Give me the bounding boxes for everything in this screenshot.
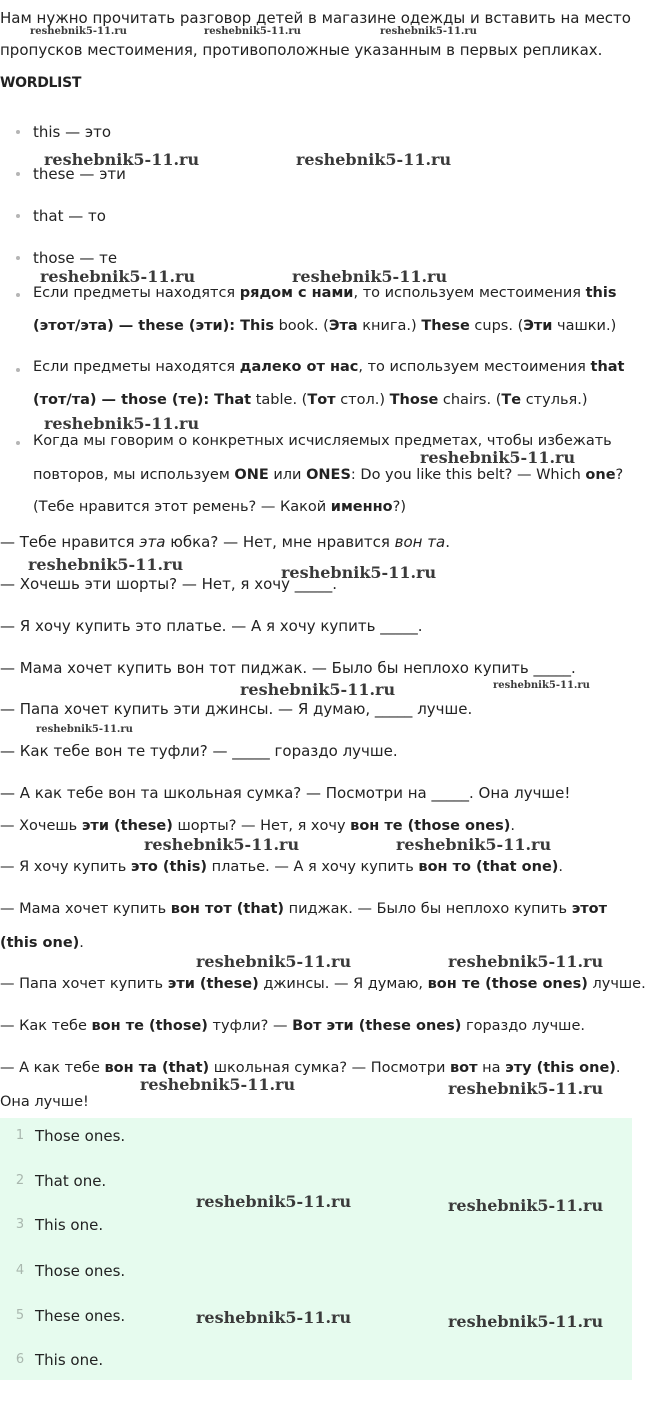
answer-number: 1: [15, 1128, 25, 1143]
watermark: reshebnik5-11.ru: [30, 26, 127, 37]
watermark: reshebnik5-11.ru: [420, 448, 576, 467]
watermark: reshebnik5-11.ru: [448, 1079, 604, 1098]
rule-near-line-1: Если предметы находятся рядом с нами, то используем местоимения this: [33, 285, 617, 301]
filled-line: — Как тебе вон те (those) туфли? — Вот эти (these ones) гораздо лучше.: [0, 1018, 585, 1034]
watermark: reshebnik5-11.ru: [296, 150, 452, 169]
bullet-icon: [16, 130, 20, 134]
filled-line: — Хочешь эти (these) шорты? — Нет, я хочу вон те (those ones).: [0, 818, 515, 834]
watermark: reshebnik5-11.ru: [448, 952, 604, 971]
answer-box: [0, 1118, 632, 1380]
bullet-icon: [16, 368, 20, 372]
dialogue-example: — Тебе нравится эта юбка? — Нет, мне нравится вон та.: [0, 533, 450, 551]
answer-text: That one.: [35, 1172, 107, 1190]
wordlist-heading: WORDLIST: [0, 75, 82, 91]
answer-text: This one.: [35, 1216, 104, 1234]
rule-near-line-2: (этот/эта) — these (эти): This book. (Эта книга.) These cups. (Эти чашки.): [33, 318, 617, 334]
task-line: — Папа хочет купить эти джинсы. — Я думаю, _____ лучше.: [0, 700, 473, 718]
filled-line: — Я хочу купить это (this) платье. — А я хочу купить вон то (that one).: [0, 859, 564, 875]
answer-number: 4: [15, 1263, 25, 1278]
filled-line: Она лучше!: [0, 1094, 89, 1110]
intro-line-1: Нам нужно прочитать разговор детей в магазине одежды и вставить на место: [0, 9, 631, 27]
wordlist-item: those — те: [33, 249, 118, 267]
answer-text: This one.: [35, 1351, 104, 1369]
rule-one-line-1: Когда мы говорим о конкретных исчисляемых предметах, чтобы избежать: [33, 433, 612, 449]
bullet-icon: [16, 256, 20, 260]
filled-line: — А как тебе вон та (that) школьная сумка? — Посмотри вот на эту (this one).: [0, 1060, 621, 1076]
filled-line: — Мама хочет купить вон тот (that) пиджак. — Было бы неплохо купить этот: [0, 901, 608, 917]
answer-text: These ones.: [35, 1307, 126, 1325]
watermark: reshebnik5-11.ru: [204, 26, 301, 37]
watermark: reshebnik5-11.ru: [448, 1312, 604, 1331]
answer-text: Those ones.: [35, 1262, 126, 1280]
watermark: reshebnik5-11.ru: [144, 835, 300, 854]
rule-one-line-3: (Тебе нравится этот ремень? — Какой именно?): [33, 499, 407, 515]
watermark: reshebnik5-11.ru: [36, 724, 133, 735]
answer-text: Those ones.: [35, 1127, 126, 1145]
watermark: reshebnik5-11.ru: [493, 680, 590, 691]
watermark: reshebnik5-11.ru: [396, 835, 552, 854]
watermark: reshebnik5-11.ru: [196, 1308, 352, 1327]
rule-one-line-2: повторов, мы используем ONE или ONES: Do you like this belt? — Which one?: [33, 467, 624, 483]
filled-line: — Папа хочет купить эти (these) джинсы. — Я думаю, вон те (those ones) лучше.: [0, 976, 646, 992]
filled-line: (this one).: [0, 935, 84, 951]
task-line: — Как тебе вон те туфли? — _____ гораздо лучше.: [0, 742, 398, 760]
watermark: reshebnik5-11.ru: [380, 26, 477, 37]
task-line: — Я хочу купить это платье. — А я хочу купить _____.: [0, 617, 423, 635]
answer-number: 3: [15, 1217, 25, 1232]
rule-far-line-1: Если предметы находятся далеко от нас, то используем местоимения that: [33, 359, 625, 375]
watermark: reshebnik5-11.ru: [292, 267, 448, 286]
answer-number: 5: [15, 1308, 25, 1323]
watermark: reshebnik5-11.ru: [140, 1075, 296, 1094]
wordlist-item: these — эти: [33, 165, 126, 183]
watermark: reshebnik5-11.ru: [281, 563, 437, 582]
task-line: — Хочешь эти шорты? — Нет, я хочу _____.: [0, 575, 338, 593]
bullet-icon: [16, 293, 20, 297]
rule-far-line-2: (тот/та) — those (те): That table. (Тот стол.) Those chairs. (Те стулья.): [33, 392, 588, 408]
task-line: — А как тебе вон та школьная сумка? — Посмотри на _____. Она лучше!: [0, 784, 571, 802]
watermark: reshebnik5-11.ru: [28, 555, 184, 574]
answer-number: 2: [15, 1173, 25, 1188]
watermark: reshebnik5-11.ru: [44, 414, 200, 433]
watermark: reshebnik5-11.ru: [44, 150, 200, 169]
watermark: reshebnik5-11.ru: [448, 1196, 604, 1215]
bullet-icon: [16, 214, 20, 218]
bullet-icon: [16, 172, 20, 176]
wordlist-item: this — это: [33, 123, 112, 141]
task-line: — Мама хочет купить вон тот пиджак. — Было бы неплохо купить _____.: [0, 659, 576, 677]
watermark: reshebnik5-11.ru: [40, 267, 196, 286]
bullet-icon: [16, 441, 20, 445]
watermark: reshebnik5-11.ru: [240, 680, 396, 699]
intro-line-2: пропусков местоимения, противоположные указанным в первых репликах.: [0, 41, 603, 59]
wordlist-item: that — то: [33, 207, 106, 225]
answer-number: 6: [15, 1352, 25, 1367]
watermark: reshebnik5-11.ru: [196, 1192, 352, 1211]
watermark: reshebnik5-11.ru: [196, 952, 352, 971]
